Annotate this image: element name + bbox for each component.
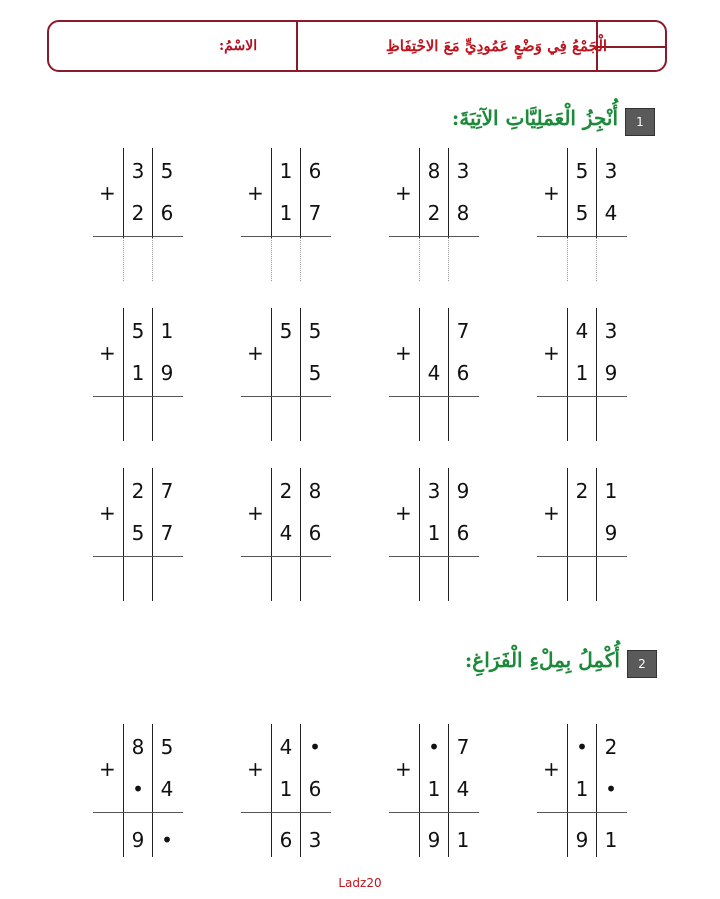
- plus-sign: +: [395, 757, 412, 781]
- column-line: [300, 814, 301, 857]
- addition-problem: [241, 724, 341, 859]
- addition-problem: [93, 724, 193, 859]
- column-line: [596, 468, 597, 558]
- digit: 1: [427, 521, 441, 545]
- digit: 9: [160, 361, 174, 385]
- column-line: [123, 724, 124, 814]
- column-line: [152, 814, 153, 857]
- digit: 2: [131, 201, 145, 225]
- digit: 8: [131, 735, 145, 759]
- plus-sign: +: [543, 757, 560, 781]
- digit: 7: [456, 735, 470, 759]
- column-line: [152, 148, 153, 238]
- footer-credit: Ladz20: [338, 876, 382, 890]
- sum-line: [241, 556, 331, 557]
- addition-problem: [537, 148, 637, 283]
- digit: 2: [279, 479, 293, 503]
- digit: 6: [456, 361, 470, 385]
- addition-problem: [241, 148, 341, 283]
- column-line: [448, 148, 449, 238]
- digit: 2: [604, 735, 618, 759]
- plus-sign: +: [247, 501, 264, 525]
- column-line: [123, 148, 124, 238]
- digit[interactable]: •: [161, 828, 173, 852]
- name-label: الاسْمُ:: [219, 38, 258, 54]
- digit: 5: [160, 159, 174, 183]
- plus-sign: +: [395, 181, 412, 205]
- digit: 1: [575, 361, 589, 385]
- column-line: [300, 398, 301, 441]
- column-line: [596, 558, 597, 601]
- addition-problem: [537, 468, 637, 603]
- digit: 4: [279, 521, 293, 545]
- digit: 3: [604, 159, 618, 183]
- digit: 1: [575, 777, 589, 801]
- addition-problem: [537, 308, 637, 443]
- column-line: [300, 238, 301, 281]
- worksheet-header: [47, 20, 667, 72]
- plus-sign: +: [247, 757, 264, 781]
- digit: •: [428, 735, 440, 759]
- worksheet-title: الْجَمْعُ فِي وَضْعٍ عَمُودِيٍّ مَعَ الاحْتِفَاظِ: [385, 37, 608, 55]
- digit: 2: [575, 479, 589, 503]
- sum-line: [389, 236, 479, 237]
- digit: 4: [279, 735, 293, 759]
- column-line: [271, 238, 272, 281]
- column-line: [152, 724, 153, 814]
- section-2-badge: 2: [627, 650, 657, 678]
- digit: •: [576, 735, 588, 759]
- digit: 3: [456, 159, 470, 183]
- column-line: [567, 398, 568, 441]
- column-line: [419, 398, 420, 441]
- column-line: [123, 238, 124, 281]
- column-line: [300, 308, 301, 398]
- digit: 4: [604, 201, 618, 225]
- addition-problem: [389, 724, 489, 859]
- digit[interactable]: 1: [456, 828, 470, 852]
- column-line: [596, 724, 597, 814]
- column-line: [123, 814, 124, 857]
- digit: 1: [279, 159, 293, 183]
- column-line: [271, 724, 272, 814]
- column-line: [419, 238, 420, 281]
- addition-problem: [389, 468, 489, 603]
- column-line: [567, 308, 568, 398]
- digit: 2: [427, 201, 441, 225]
- digit: 7: [160, 521, 174, 545]
- addition-problem: [93, 148, 193, 283]
- digit: •: [132, 777, 144, 801]
- digit: 1: [160, 319, 174, 343]
- digit[interactable]: 9: [131, 828, 145, 852]
- plus-sign: +: [247, 341, 264, 365]
- plus-sign: +: [543, 341, 560, 365]
- section-2-instruction: أُكْمِلُ بِمِلْءِ الْفَرَاغِ:: [464, 648, 620, 672]
- column-line: [448, 558, 449, 601]
- digit: 6: [456, 521, 470, 545]
- digit: 3: [604, 319, 618, 343]
- plus-sign: +: [99, 757, 116, 781]
- addition-problem: [389, 148, 489, 283]
- digit: 6: [160, 201, 174, 225]
- sum-line: [537, 236, 627, 237]
- digit[interactable]: 9: [427, 828, 441, 852]
- column-line: [271, 308, 272, 398]
- column-line: [448, 468, 449, 558]
- digit: 5: [131, 521, 145, 545]
- digit: 3: [427, 479, 441, 503]
- column-line: [419, 468, 420, 558]
- digit: 4: [575, 319, 589, 343]
- column-line: [567, 238, 568, 281]
- digit: 4: [456, 777, 470, 801]
- sum-line: [537, 812, 627, 813]
- column-line: [596, 814, 597, 857]
- column-line: [271, 558, 272, 601]
- column-line: [419, 814, 420, 857]
- digit: 9: [604, 521, 618, 545]
- addition-problem: [241, 468, 341, 603]
- digit: 8: [456, 201, 470, 225]
- digit: 5: [308, 361, 322, 385]
- digit: 7: [456, 319, 470, 343]
- sum-line: [93, 236, 183, 237]
- plus-sign: +: [99, 341, 116, 365]
- sum-line: [241, 812, 331, 813]
- column-line: [123, 398, 124, 441]
- column-line: [448, 308, 449, 398]
- digit: •: [605, 777, 617, 801]
- digit: 6: [308, 777, 322, 801]
- column-line: [300, 148, 301, 238]
- addition-problem: [389, 308, 489, 443]
- digit: 5: [160, 735, 174, 759]
- digit: 1: [427, 777, 441, 801]
- plus-sign: +: [395, 341, 412, 365]
- digit: 4: [427, 361, 441, 385]
- sum-line: [389, 812, 479, 813]
- digit: 1: [604, 479, 618, 503]
- sum-line: [389, 556, 479, 557]
- column-line: [123, 468, 124, 558]
- plus-sign: +: [99, 501, 116, 525]
- digit: 3: [131, 159, 145, 183]
- sum-line: [537, 556, 627, 557]
- column-line: [271, 398, 272, 441]
- digit: 7: [160, 479, 174, 503]
- digit: 8: [427, 159, 441, 183]
- digit: 9: [456, 479, 470, 503]
- digit: 7: [308, 201, 322, 225]
- sum-line: [241, 396, 331, 397]
- column-line: [271, 468, 272, 558]
- column-line: [271, 148, 272, 238]
- column-line: [152, 468, 153, 558]
- section-1-instruction: أُنْجِزُ الْعَمَلِيَّاتِ الآتِيَةَ:: [451, 106, 618, 130]
- digit[interactable]: 1: [604, 828, 618, 852]
- column-line: [419, 148, 420, 238]
- column-line: [300, 724, 301, 814]
- plus-sign: +: [247, 181, 264, 205]
- column-line: [448, 238, 449, 281]
- digit: 6: [308, 159, 322, 183]
- digit: 2: [131, 479, 145, 503]
- column-line: [152, 398, 153, 441]
- sum-line: [93, 396, 183, 397]
- digit[interactable]: 9: [575, 828, 589, 852]
- digit: 1: [131, 361, 145, 385]
- addition-problem: [537, 724, 637, 859]
- digit: 8: [308, 479, 322, 503]
- digit: 1: [279, 777, 293, 801]
- plus-sign: +: [395, 501, 412, 525]
- column-line: [448, 814, 449, 857]
- digit: 4: [160, 777, 174, 801]
- column-line: [567, 148, 568, 238]
- digit: 9: [604, 361, 618, 385]
- plus-sign: +: [99, 181, 116, 205]
- plus-sign: +: [543, 181, 560, 205]
- column-line: [152, 308, 153, 398]
- digit[interactable]: 6: [279, 828, 293, 852]
- column-line: [567, 558, 568, 601]
- digit: 5: [279, 319, 293, 343]
- sum-line: [389, 396, 479, 397]
- digit: •: [309, 735, 321, 759]
- section-1-badge: 1: [625, 108, 655, 136]
- addition-problem: [93, 468, 193, 603]
- addition-problem: [93, 308, 193, 443]
- column-line: [419, 724, 420, 814]
- digit: 5: [308, 319, 322, 343]
- digit: 6: [308, 521, 322, 545]
- plus-sign: +: [543, 501, 560, 525]
- column-line: [300, 558, 301, 601]
- column-line: [419, 558, 420, 601]
- sum-line: [537, 396, 627, 397]
- column-line: [596, 308, 597, 398]
- digit: 5: [575, 201, 589, 225]
- addition-problem: [241, 308, 341, 443]
- column-line: [448, 398, 449, 441]
- sum-line: [93, 812, 183, 813]
- digit: 5: [131, 319, 145, 343]
- column-line: [567, 724, 568, 814]
- column-line: [448, 724, 449, 814]
- column-line: [152, 558, 153, 601]
- column-line: [567, 814, 568, 857]
- column-line: [419, 308, 420, 398]
- sum-line: [93, 556, 183, 557]
- column-line: [123, 308, 124, 398]
- column-line: [152, 238, 153, 281]
- digit[interactable]: 3: [308, 828, 322, 852]
- column-line: [596, 238, 597, 281]
- digit: 5: [575, 159, 589, 183]
- sum-line: [241, 236, 331, 237]
- column-line: [123, 558, 124, 601]
- column-line: [300, 468, 301, 558]
- digit: 1: [279, 201, 293, 225]
- column-line: [596, 148, 597, 238]
- column-line: [271, 814, 272, 857]
- column-line: [596, 398, 597, 441]
- column-line: [567, 468, 568, 558]
